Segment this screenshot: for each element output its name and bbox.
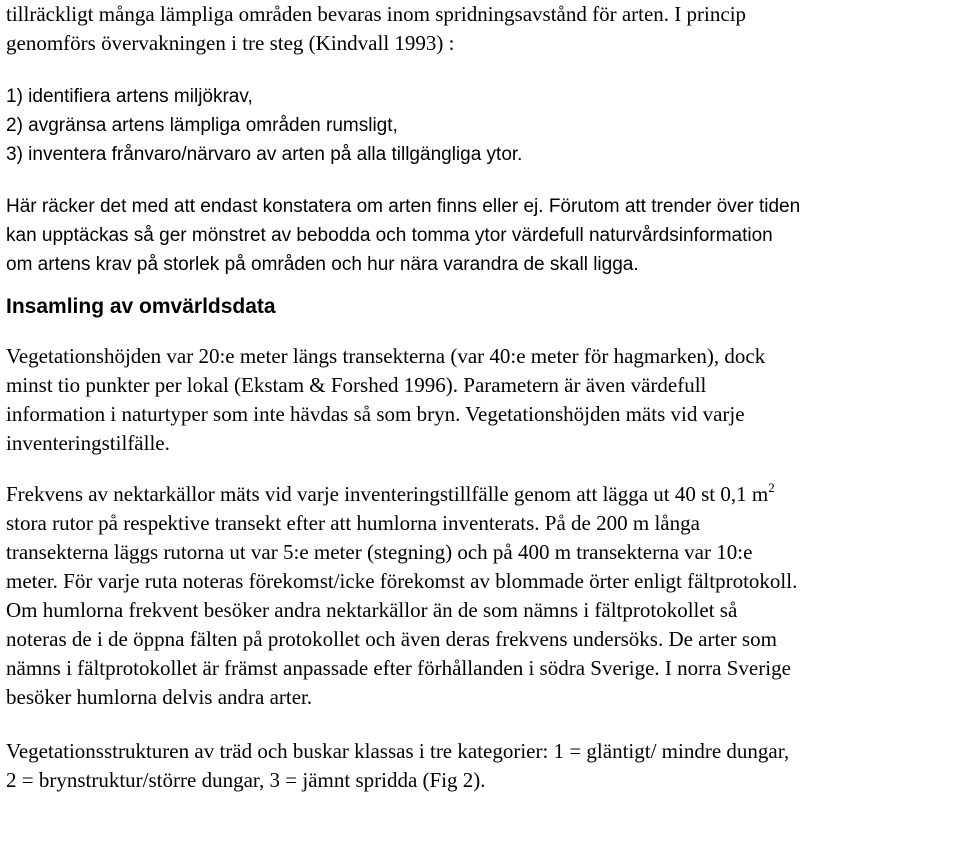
paragraph-line: transekterna läggs rutorna ut var 5:e meter (stegning) och på 400 m transekterna var 10:e xyxy=(6,540,753,564)
paragraph-line: Om humlorna frekvent besöker andra nektarkällor än de som nämns i fältprotokollet så xyxy=(6,598,738,622)
steps-list xyxy=(6,82,956,169)
paragraph-line: inventeringstilfälle. xyxy=(6,431,170,455)
paragraph-line: Vegetationshöjden var 20:e meter längs transekterna (var 40:e meter för hagmarken), dock xyxy=(6,344,766,368)
superscript: 2 xyxy=(768,480,775,495)
vegetation-height-paragraph xyxy=(6,342,956,458)
structure-paragraph xyxy=(6,737,956,795)
paragraph-line: Här räcker det med att endast konstatera om arten finns eller ej. Förutom att trender över tiden xyxy=(6,196,801,217)
intro-paragraph xyxy=(6,0,956,58)
paragraph-line: meter. För varje ruta noteras förekomst/icke förekomst av blommade örter enligt fältprotokoll. xyxy=(6,569,798,593)
intro-line: genomförs övervakningen i tre steg (Kindvall 1993) : xyxy=(6,31,455,55)
paragraph-line: 2 = brynstruktur/större dungar, 3 = jämnt spridda (Fig 2). xyxy=(6,768,486,792)
document-page xyxy=(6,0,956,795)
paragraph-line: nämns i fältprotokollet är främst anpassade efter förhållanden i södra Sverige. I norra Sverige xyxy=(6,656,791,680)
intro-line: tillräckligt många lämpliga områden bevaras inom spridningsavstånd för arten. I princip xyxy=(6,2,747,26)
paragraph-line: noteras de i de öppna fälten på protokollet och även deras frekvens undersöks. De arter som xyxy=(6,627,777,651)
paragraph-line: besöker humlorna delvis andra arter. xyxy=(6,685,313,709)
paragraph-line: om artens krav på storlek på områden och hur nära varandra de skall ligga. xyxy=(6,254,639,275)
paragraph-line: kan upptäckas så ger mönstret av bebodda och tomma ytor värdefull naturvårdsinformation xyxy=(6,225,773,246)
nectar-paragraph xyxy=(6,480,956,712)
paragraph-line xyxy=(6,480,956,509)
paragraph-line: minst tio punkter per lokal (Ekstam & Forshed 1996). Parametern är även värdefull xyxy=(6,373,707,397)
paragraph-line: Vegetationsstrukturen av träd och buskar klassas i tre kategorier: 1 = gläntigt/ mindre dungar, xyxy=(6,739,790,763)
list-item: 3) inventera frånvaro/närvaro av arten på alla tillgängliga ytor. xyxy=(6,144,523,165)
list-item: 1) identifiera artens miljökrav, xyxy=(6,86,253,107)
paragraph-line: stora rutor på respektive transekt efter att humlorna inventerats. På de 200 m långa xyxy=(6,511,700,535)
section-heading: Insamling av omvärldsdata xyxy=(6,295,276,318)
paragraph-line: information i naturtyper som inte hävdas så som bryn. Vegetationshöjden mäts vid varje xyxy=(6,402,745,426)
presence-paragraph xyxy=(6,192,956,279)
list-item: 2) avgränsa artens lämpliga områden rumsligt, xyxy=(6,115,398,136)
nectar-first-line: Frekvens av nektarkällor mäts vid varje inventeringstillfälle genom att lägga ut 40 st 0,1 m xyxy=(6,482,769,506)
